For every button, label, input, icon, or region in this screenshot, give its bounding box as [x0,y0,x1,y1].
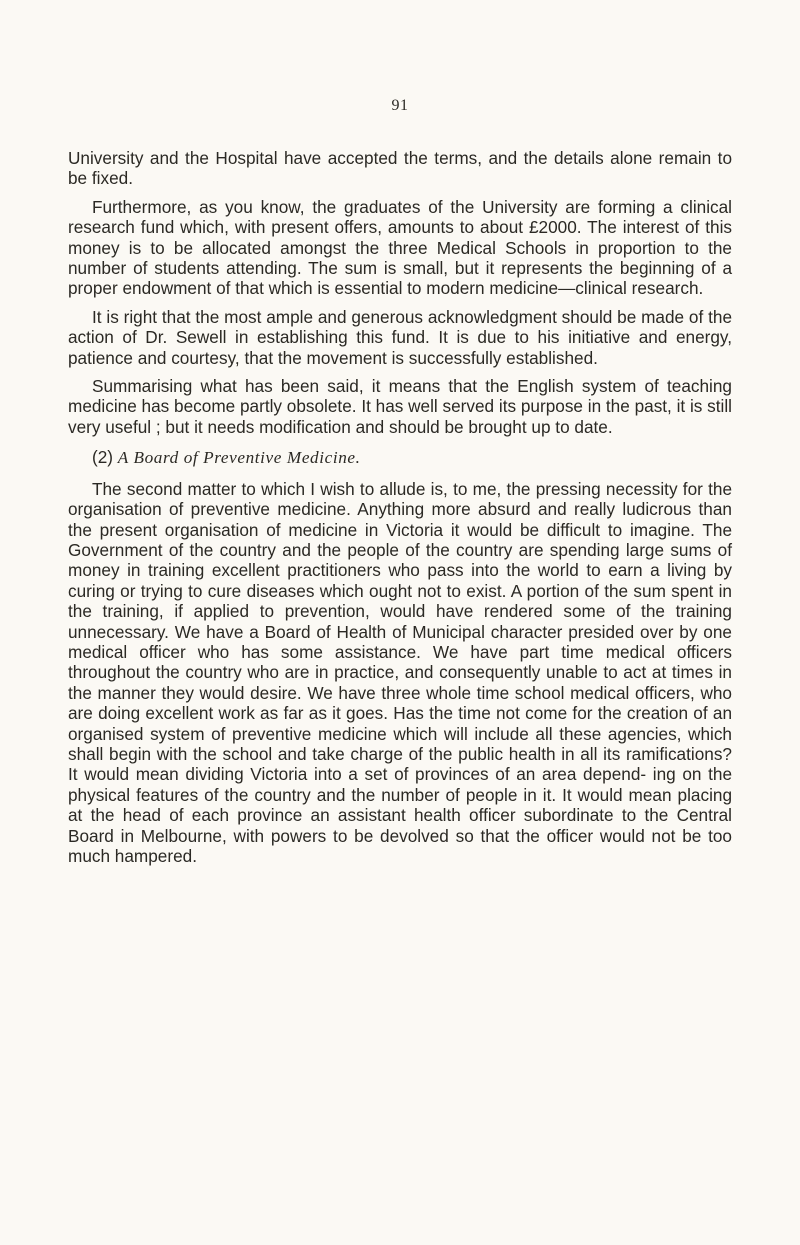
section-heading [68,447,732,468]
page-body [68,148,732,874]
paragraph-research-fund: Furthermore, as you know, the graduates of the University are forming a clinical research fund which, with present offers, amounts to about £2000. The interest of this money is to be allocated amongst the three Medical Schools in proportion to the number of students attending. The sum is small, but it represents the beginning of a proper endowment of that which is essential to modern medicine—clinical research. [68,196,732,299]
section-number: (2) [92,447,114,468]
paragraph-summary: Summarising what has been said, it means that the English system of teaching medicine has become partly obsolete. It has well served its purpose in the past, it is still very useful ; but it needs modification and should be brought up to date. [68,376,732,437]
page-number: 91 [391,97,409,114]
paragraph-preventive-medicine: The second matter to which I wish to allude is, to me, the pressing necessity for the organisation of preventive medicine. Anything more absurd and really ludicrous than the present organisation of medicine in Victoria it would be difficult to imagine. The Government of the country and the people of the country are spending large sums of money in training excellent practitioners who pass into the world to earn a living by curing or trying to cure diseases which ought not to exist. A portion of the sum spent in the training, if applied to prevention, would have rendered some of the training unnecessary. We have a Board of Health of Municipal character presided over by one medical officer who has some assistance. We have part time medical officers throughout the country who are in practice, and consequently unable to act at times in the manner they would desire. We have three whole time school medical officers, who are doing excellent work as far as it goes. Has the time not come for the creation of an organised system of preventive medicine which will include all these agencies, which shall begin with the school and take charge of the public health in all its ramifications? It would mean dividing Victoria into a set of provinces of an area depend- ing on the physical features of the country and the number of people in it. It would mean placing at the head of each province an assistant health officer subordinate to the Central Board in Melbourne, with powers to be devolved so that the officer would not be too much hampered. [68,478,732,866]
section-title: A Board of Preventive Medicine. [117,448,361,468]
paragraph-continuation: University and the Hospital have accepted the terms, and the details alone remain to be fixed. [68,148,732,189]
paragraph-acknowledgment: It is right that the most ample and generous acknowledgment should be made of the action of Dr. Sewell in establishing this fund. It is due to his initiative and energy, patience and courtesy, that the movement is successfully established. [68,306,732,368]
